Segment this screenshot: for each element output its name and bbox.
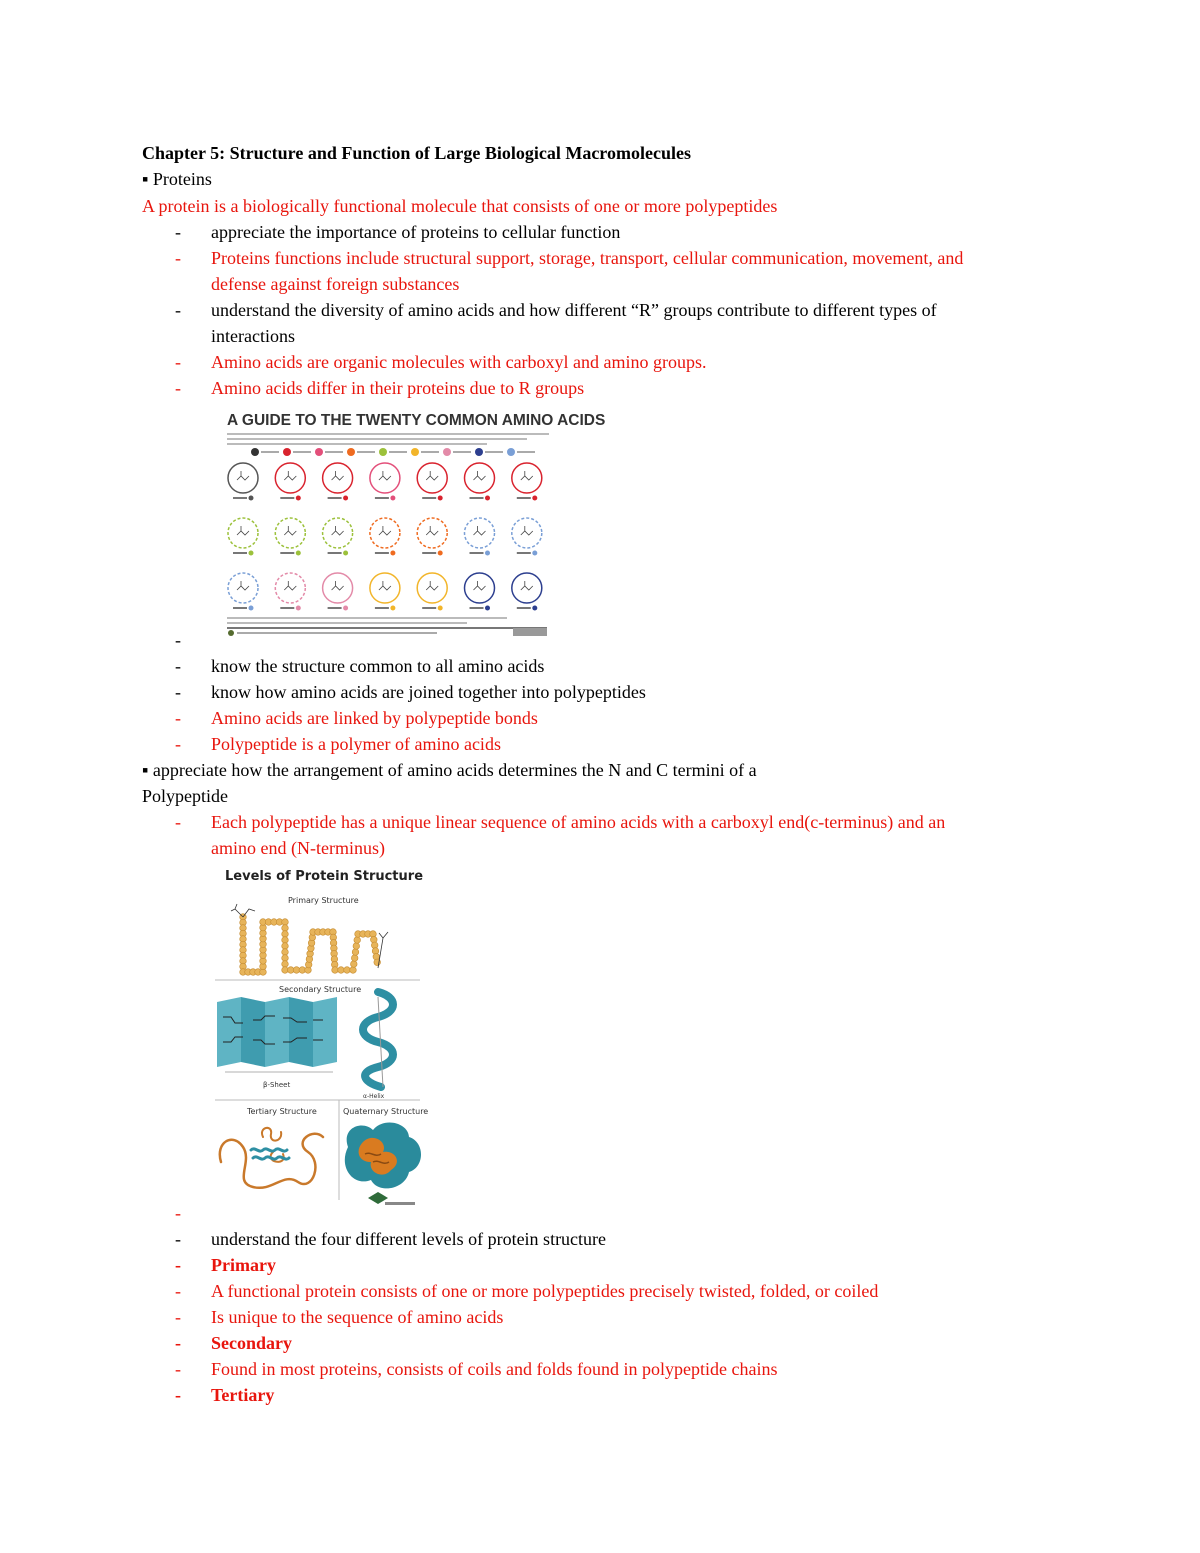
list-dash: - xyxy=(175,1359,181,1379)
legend-label xyxy=(453,451,471,453)
amino-acid-bead xyxy=(351,955,358,962)
beta-sheet-label: β-Sheet xyxy=(263,1081,291,1089)
list-dash: - xyxy=(175,1203,181,1223)
list-item-text: Polypeptide is a polymer of amino acids xyxy=(211,734,501,754)
list-dash: - xyxy=(175,682,181,702)
protein-structure-figure xyxy=(213,862,438,1214)
legend-label xyxy=(389,451,407,453)
legend-swatch xyxy=(347,448,355,456)
list-item-text: Proteins functions include structural support, storage, transport, cellular communication, movement, and xyxy=(211,248,964,268)
protein-structure-graphic xyxy=(213,862,438,1214)
beta-sheet-graphic xyxy=(217,997,337,1072)
amino-acid-bead xyxy=(282,925,289,932)
list-item-text: Amino acids differ in their proteins due to R groups xyxy=(211,378,585,398)
list-item-text: know the structure common to all amino acids xyxy=(211,656,545,676)
amino-acid-circle xyxy=(512,573,542,611)
list-dash: - xyxy=(175,378,181,398)
list-dash: - xyxy=(175,352,181,372)
list-dash: - xyxy=(175,656,181,676)
list-item-text: Found in most proteins, consists of coils and folds found in polypeptide chains xyxy=(211,1359,778,1379)
quaternary-structure-label: Quaternary Structure xyxy=(343,1107,429,1116)
list-dash: - xyxy=(175,300,181,320)
list-item-text: Each polypeptide has a unique linear sequence of amino acids with a carboxyl end(c-terminus) and an xyxy=(211,812,946,832)
section-bullet: ▪ appreciate how the arrangement of amino acids determines the N and C termini of a xyxy=(142,760,757,780)
list-dash: - xyxy=(175,630,181,650)
amino-acid-circle xyxy=(275,463,305,501)
amino-acid-circle xyxy=(323,463,353,501)
amino-acid-bead xyxy=(353,943,360,950)
quaternary-structure-graphic xyxy=(345,1123,421,1189)
section-bullet-continuation: Polypeptide xyxy=(142,786,228,806)
legend-swatch xyxy=(443,448,451,456)
list-item-text: Secondary xyxy=(211,1333,292,1353)
amino-acid-circle xyxy=(228,518,258,556)
amino-acid-bead xyxy=(282,931,289,938)
legend-swatch xyxy=(379,448,387,456)
list-item-text: Amino acids are linked by polypeptide bonds xyxy=(211,708,538,728)
amino-acid-circle xyxy=(228,573,258,611)
list-dash: - xyxy=(175,222,181,242)
list-item-text: Is unique to the sequence of amino acids xyxy=(211,1307,504,1327)
legend-label xyxy=(485,451,503,453)
list-dash: - xyxy=(175,1255,181,1275)
amino-acid-circle xyxy=(417,463,447,501)
legend-label xyxy=(261,451,279,453)
amino-acid-bead xyxy=(282,919,289,926)
legend-swatch xyxy=(315,448,323,456)
amino-acid-bead xyxy=(338,967,345,974)
list-dash: - xyxy=(175,812,181,832)
amino-acid-circle xyxy=(370,463,400,501)
list-item-continuation: defense against foreign substances xyxy=(211,274,460,294)
legend-swatch xyxy=(411,448,419,456)
list-dash: - xyxy=(175,248,181,268)
legend-label xyxy=(421,451,439,453)
list-dash: - xyxy=(175,1281,181,1301)
list-item-continuation: interactions xyxy=(211,326,295,346)
amino-acid-bead xyxy=(282,937,289,944)
alpha-helix-label: α-Helix xyxy=(363,1093,385,1100)
amino-acid-circle xyxy=(370,573,400,611)
proteins-heading: ▪ Proteins xyxy=(142,169,212,189)
amino-acid-circle xyxy=(323,518,353,556)
list-dash: - xyxy=(175,1333,181,1353)
amino-acid-bead xyxy=(282,949,289,956)
list-item-text: Tertiary xyxy=(211,1385,275,1405)
page-title: Chapter 5: Structure and Function of Large Biological Macromolecules xyxy=(142,143,691,163)
amino-acid-circle xyxy=(370,518,400,556)
amino-acid-circle xyxy=(275,573,305,611)
amino-acid-circle xyxy=(512,518,542,556)
amino-acid-bead xyxy=(354,937,361,944)
amino-acid-circle xyxy=(417,573,447,611)
list-item-text: understand the diversity of amino acids and how different “R” groups contribute to different types of xyxy=(211,300,937,320)
amino-acid-bead xyxy=(352,949,359,956)
protein-structure-heading: Levels of Protein Structure xyxy=(225,869,424,884)
list-dash: - xyxy=(175,734,181,754)
legend-swatch xyxy=(251,448,259,456)
tertiary-structure-graphic xyxy=(220,1128,323,1188)
legend-swatch xyxy=(475,448,483,456)
amino-acid-circle xyxy=(323,573,353,611)
amino-acid-circle xyxy=(465,518,495,556)
amino-acid-bead xyxy=(282,955,289,962)
amino-acid-bead xyxy=(344,967,351,974)
primary-structure-label: Primary Structure xyxy=(288,896,359,905)
biology-dictionary-logo xyxy=(368,1192,415,1205)
amino-acid-bead xyxy=(282,961,289,968)
amino-acids-guide-graphic xyxy=(225,405,606,637)
amino-acid-bead xyxy=(350,967,357,974)
list-dash: - xyxy=(175,1229,181,1249)
list-item-text: Primary xyxy=(211,1255,276,1275)
list-dash: - xyxy=(175,708,181,728)
legend-label xyxy=(517,451,535,453)
list-dash: - xyxy=(175,1385,181,1405)
legend-swatch xyxy=(283,448,291,456)
amino-acids-guide-figure xyxy=(225,405,606,637)
amino-acid-circle xyxy=(417,518,447,556)
list-item-text: Amino acids are organic molecules with carboxyl and amino groups. xyxy=(211,352,707,372)
list-item-text: understand the four different levels of protein structure xyxy=(211,1229,607,1249)
secondary-structure-label: Secondary Structure xyxy=(279,985,362,994)
amino-acid-circle xyxy=(228,463,258,501)
amino-acid-circle xyxy=(512,463,542,501)
amino-acid-circle xyxy=(465,573,495,611)
amino-acid-bead xyxy=(332,967,339,974)
list-item-text: A functional protein consists of one or more polypeptides precisely twisted, folded, or coiled xyxy=(211,1281,879,1301)
amino-acid-bead xyxy=(351,961,358,968)
tertiary-structure-label: Tertiary Structure xyxy=(247,1107,317,1116)
alpha-helix-graphic xyxy=(363,992,393,1087)
legend-label xyxy=(357,451,375,453)
amino-acid-circle xyxy=(465,463,495,501)
amino-acid-circle xyxy=(275,518,305,556)
list-item-text: appreciate the importance of proteins to cellular function xyxy=(211,222,621,242)
legend-swatch xyxy=(507,448,515,456)
list-item-continuation: amino end (N-terminus) xyxy=(211,838,385,858)
list-dash: - xyxy=(175,1307,181,1327)
legend-label xyxy=(293,451,311,453)
amino-acid-bead xyxy=(282,943,289,950)
amino-acids-guide-heading: A GUIDE TO THE TWENTY COMMON AMINO ACIDS xyxy=(227,412,606,429)
protein-definition: A protein is a biologically functional molecule that consists of one or more polypeptides xyxy=(142,196,778,216)
list-item-text: know how amino acids are joined together into polypeptides xyxy=(211,682,646,702)
legend-label xyxy=(325,451,343,453)
primary-structure-chain xyxy=(231,904,388,975)
